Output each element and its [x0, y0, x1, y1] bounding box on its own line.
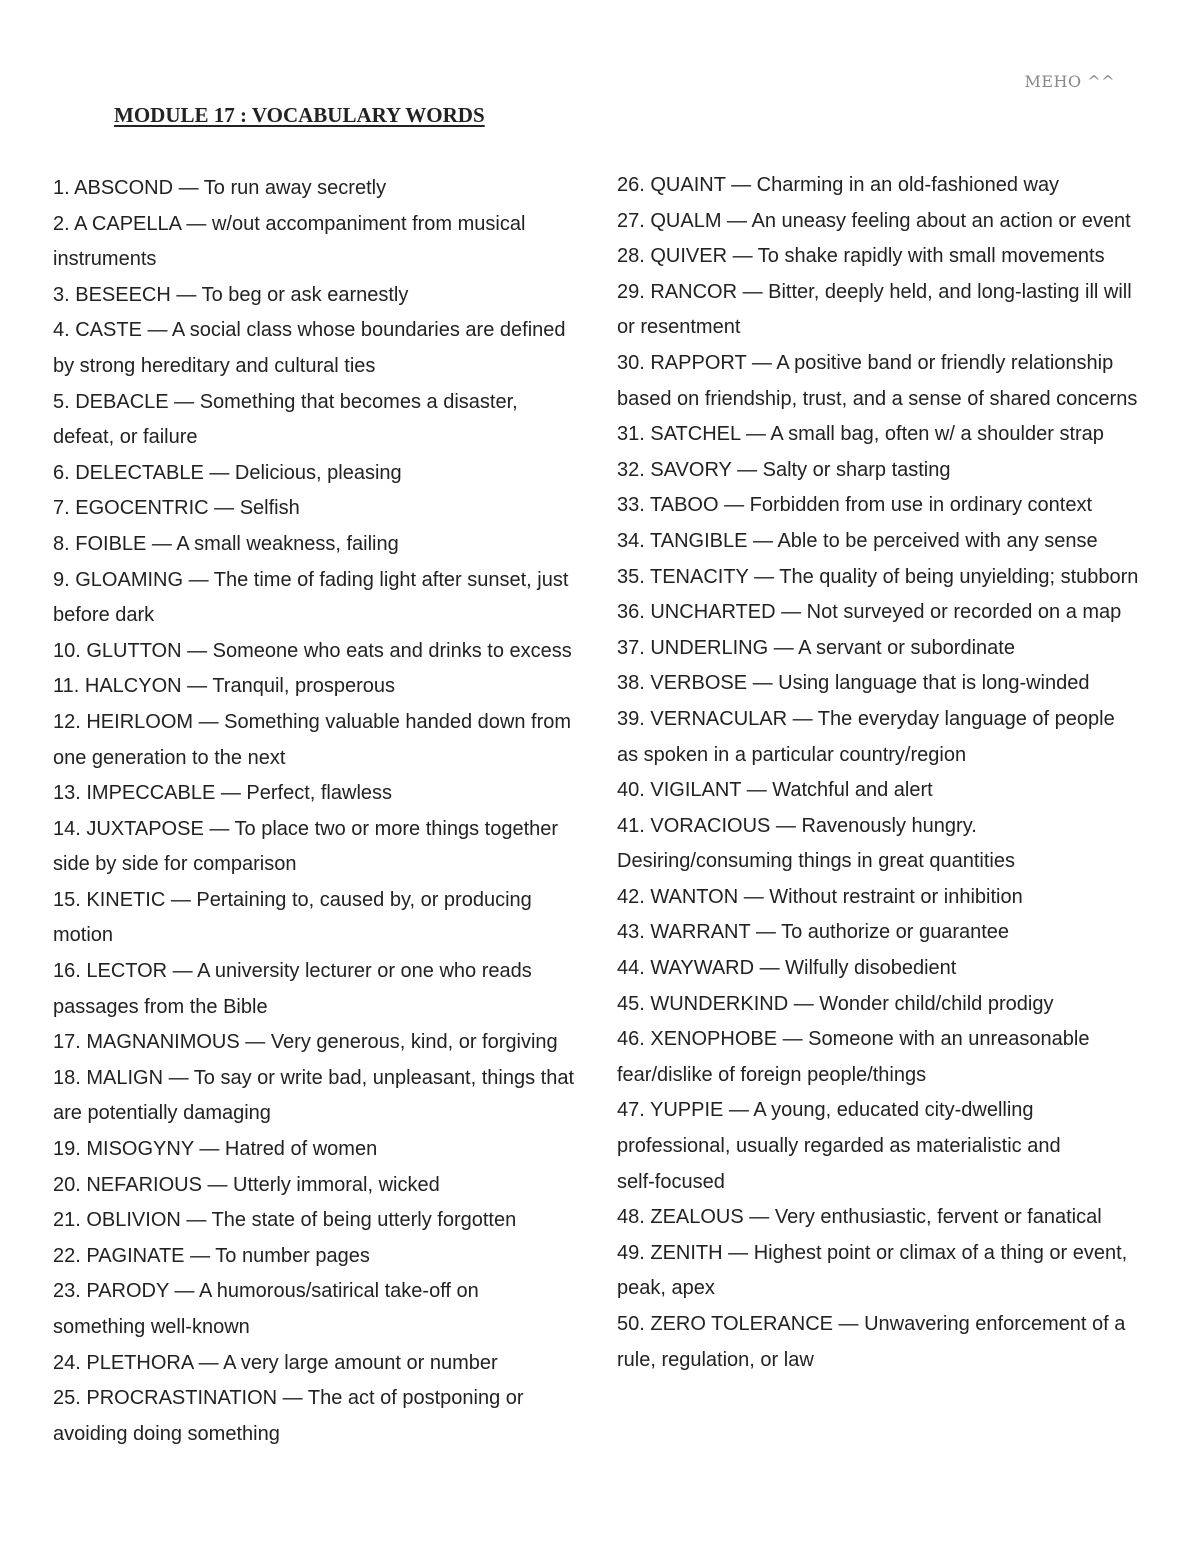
entry-text: 28. QUIVER — To shake rapidly with small movements: [617, 245, 1105, 268]
entry-text-continued: something well-known: [53, 1316, 250, 1338]
vocabulary-entry: [617, 524, 1162, 560]
entry-text: 6. DELECTABLE — Delicious, pleasing: [53, 461, 402, 484]
vocabulary-entry: [617, 1200, 1162, 1236]
author-tag: MEHO ^^: [1024, 72, 1115, 91]
vocabulary-entry: [617, 773, 1162, 809]
vocabulary-entry: [53, 954, 598, 1025]
entry-text: 48. ZEALOUS — Very enthusiastic, fervent or fanatical: [617, 1206, 1102, 1229]
entry-text: 20. NEFARIOUS — Utterly immoral, wicked: [53, 1173, 440, 1196]
vocabulary-entry: [617, 417, 1162, 453]
entry-text: 3. BESEECH — To beg or ask earnestly: [53, 283, 409, 306]
entry-text-continued: before dark: [53, 604, 155, 627]
vocabulary-entry: [53, 812, 598, 883]
entry-text-continued: professional, usually regarded as materialistic and: [617, 1135, 1061, 1158]
vocabulary-entry: [53, 669, 598, 705]
vocabulary-entry: [617, 702, 1162, 773]
entry-text: 25. PROCRASTINATION — The act of postponing or: [53, 1387, 524, 1410]
vocabulary-entry: [617, 1236, 1162, 1307]
entry-text-continued: peak, apex: [617, 1277, 715, 1300]
entry-text-continued: avoiding doing something: [53, 1422, 280, 1445]
entry-text: 36. UNCHARTED — Not surveyed or recorded on a map: [617, 601, 1122, 624]
entry-text: 37. UNDERLING — A servant or subordinate: [617, 636, 1015, 659]
entry-text: 47. YUPPIE — A young, educated city-dwelling: [617, 1099, 1034, 1122]
vocabulary-entry: [617, 346, 1162, 417]
entry-text-continued: or resentment: [617, 316, 741, 339]
entry-text: 26. QUAINT — Charming in an old-fashioned way: [617, 174, 1060, 196]
vocabulary-entry: [53, 456, 598, 492]
vocabulary-entry: [617, 204, 1162, 240]
entry-text: 9. GLOAMING — The time of fading light after sunset, just: [53, 568, 569, 591]
vocabulary-entry: [53, 705, 598, 776]
entry-text: 39. VERNACULAR — The everyday language of people: [617, 707, 1115, 730]
vocabulary-entry: [53, 634, 598, 670]
entry-text: 19. MISOGYNY — Hatred of women: [53, 1138, 378, 1161]
entry-text-continued: self-focused: [617, 1170, 725, 1193]
entry-text: 40. VIGILANT — Watchful and alert: [617, 779, 933, 802]
entry-text: 7. EGOCENTRIC — Selfish: [53, 497, 300, 520]
entry-text: 43. WARRANT — To authorize or guarantee: [617, 921, 1010, 944]
vocabulary-entry: [53, 207, 598, 278]
entry-text: 21. OBLIVION — The state of being utterly forgotten: [53, 1209, 517, 1232]
vocabulary-entry: [53, 491, 598, 527]
vocabulary-entry: [53, 1132, 598, 1168]
entry-text-continued: one generation to the next: [53, 746, 286, 769]
vocabulary-entry: [617, 275, 1162, 346]
entry-text: 50. ZERO TOLERANCE — Unwavering enforcement of a: [617, 1313, 1126, 1335]
entry-text: 2. A CAPELLA — w/out accompaniment from musical: [53, 212, 526, 235]
vocabulary-entry: [617, 809, 1162, 880]
vocabulary-entry: [617, 595, 1162, 631]
vocabulary-entry: [617, 631, 1162, 667]
entry-text: 15. KINETIC — Pertaining to, caused by, or producing: [53, 888, 532, 911]
entry-text-continued: instruments: [53, 248, 157, 271]
entry-text: 30. RAPPORT — A positive band or friendly relationship: [617, 351, 1114, 374]
entry-text-continued: based on friendship, trust, and a sense of shared concerns: [617, 387, 1138, 410]
entry-text: 49. ZENITH — Highest point or climax of a thing or event,: [617, 1241, 1128, 1264]
entry-text-continued: passages from the Bible: [53, 995, 268, 1018]
entry-text: 18. MALIGN — To say or write bad, unpleasant, things that: [53, 1066, 575, 1089]
vocabulary-entry: [53, 563, 598, 634]
entry-text: 10. GLUTTON — Someone who eats and drinks to excess: [53, 639, 572, 662]
entry-text-continued: side by side for comparison: [53, 853, 297, 876]
vocabulary-entry: [53, 1025, 598, 1061]
entry-text: 4. CASTE — A social class whose boundaries are defined: [53, 319, 566, 342]
vocabulary-entry: [53, 171, 598, 207]
entry-text: 16. LECTOR — A university lecturer or one who reads: [53, 960, 532, 983]
entry-text: 22. PAGINATE — To number pages: [53, 1244, 370, 1267]
vocabulary-list-right: [617, 168, 1162, 1378]
entry-text: 46. XENOPHOBE — Someone with an unreasonable: [617, 1028, 1090, 1051]
vocabulary-entry: [617, 1093, 1162, 1200]
entry-text: 27. QUALM — An uneasy feeling about an action or event: [617, 209, 1131, 232]
entry-text: 42. WANTON — Without restraint or inhibition: [617, 885, 1023, 908]
vocabulary-entry: [617, 239, 1162, 275]
vocabulary-entry: [617, 987, 1162, 1023]
entry-text-continued: are potentially damaging: [53, 1102, 271, 1125]
vocabulary-entry: [617, 1022, 1162, 1093]
entry-text: 31. SATCHEL — A small bag, often w/ a shoulder strap: [617, 423, 1104, 446]
vocabulary-entry: [617, 453, 1162, 489]
entry-text: 24. PLETHORA — A very large amount or number: [53, 1351, 498, 1374]
vocabulary-entry: [53, 527, 598, 563]
vocabulary-entry: [617, 560, 1162, 596]
vocabulary-entry: [53, 1346, 598, 1382]
entry-text: 11. HALCYON — Tranquil, prosperous: [53, 675, 396, 698]
entry-text: 29. RANCOR — Bitter, deeply held, and long-lasting ill will: [617, 280, 1132, 303]
entry-text: 8. FOIBLE — A small weakness, failing: [53, 532, 399, 555]
entry-text-continued: motion: [53, 924, 114, 947]
vocabulary-entry: [617, 1307, 1162, 1378]
entry-text: 23. PARODY — A humorous/satirical take-off on: [53, 1280, 479, 1303]
vocabulary-entry: [53, 1168, 598, 1204]
entry-text: 12. HEIRLOOM — Something valuable handed down from: [53, 710, 572, 733]
entry-text-continued: fear/dislike of foreign people/things: [617, 1063, 927, 1086]
entry-text: 38. VERBOSE — Using language that is long-winded: [617, 672, 1090, 695]
entry-text: 45. WUNDERKIND — Wonder child/child prodigy: [617, 992, 1054, 1015]
entry-text: 13. IMPECCABLE — Perfect, flawless: [53, 782, 393, 805]
vocabulary-entry: [617, 666, 1162, 702]
vocabulary-entry: [53, 1061, 598, 1132]
vocabulary-list-left: [53, 171, 598, 1452]
vocabulary-entry: [53, 1239, 598, 1275]
entry-text-continued: as spoken in a particular country/region: [617, 743, 967, 766]
entry-text: 1. ABSCOND — To run away secretly: [53, 177, 387, 199]
vocabulary-entry: [53, 1274, 598, 1345]
entry-text: 32. SAVORY — Salty or sharp tasting: [617, 458, 951, 481]
entry-text: 17. MAGNANIMOUS — Very generous, kind, or forgiving: [53, 1031, 558, 1054]
page-title: MODULE 17 : VOCABULARY WORDS: [114, 103, 485, 127]
entry-text-continued: rule, regulation, or law: [617, 1348, 814, 1371]
vocabulary-entry: [617, 488, 1162, 524]
vocabulary-entry: [617, 168, 1162, 204]
vocabulary-entry: [53, 385, 598, 456]
entry-text: 34. TANGIBLE — Able to be perceived with any sense: [617, 529, 1098, 552]
entry-text: 35. TENACITY — The quality of being unyielding; stubborn: [617, 565, 1139, 588]
vocabulary-entry: [53, 278, 598, 314]
entry-text-continued: defeat, or failure: [53, 426, 198, 449]
entry-text: 44. WAYWARD — Wilfully disobedient: [617, 957, 957, 980]
vocabulary-entry: [53, 1381, 598, 1452]
vocabulary-entry: [617, 951, 1162, 987]
entry-text: 33. TABOO — Forbidden from use in ordinary context: [617, 494, 1093, 517]
vocabulary-entry: [53, 776, 598, 812]
vocabulary-entry: [53, 313, 598, 384]
entry-text: 14. JUXTAPOSE — To place two or more things together: [53, 817, 559, 840]
entry-text-continued: by strong hereditary and cultural ties: [53, 354, 376, 377]
vocabulary-entry: [53, 1203, 598, 1239]
entry-text: 41. VORACIOUS — Ravenously hungry.: [617, 814, 977, 837]
vocabulary-entry: [617, 915, 1162, 951]
entry-text-continued: Desiring/consuming things in great quantities: [617, 850, 1015, 873]
vocabulary-entry: [617, 880, 1162, 916]
entry-text: 5. DEBACLE — Something that becomes a disaster,: [53, 390, 518, 413]
vocabulary-entry: [53, 883, 598, 954]
